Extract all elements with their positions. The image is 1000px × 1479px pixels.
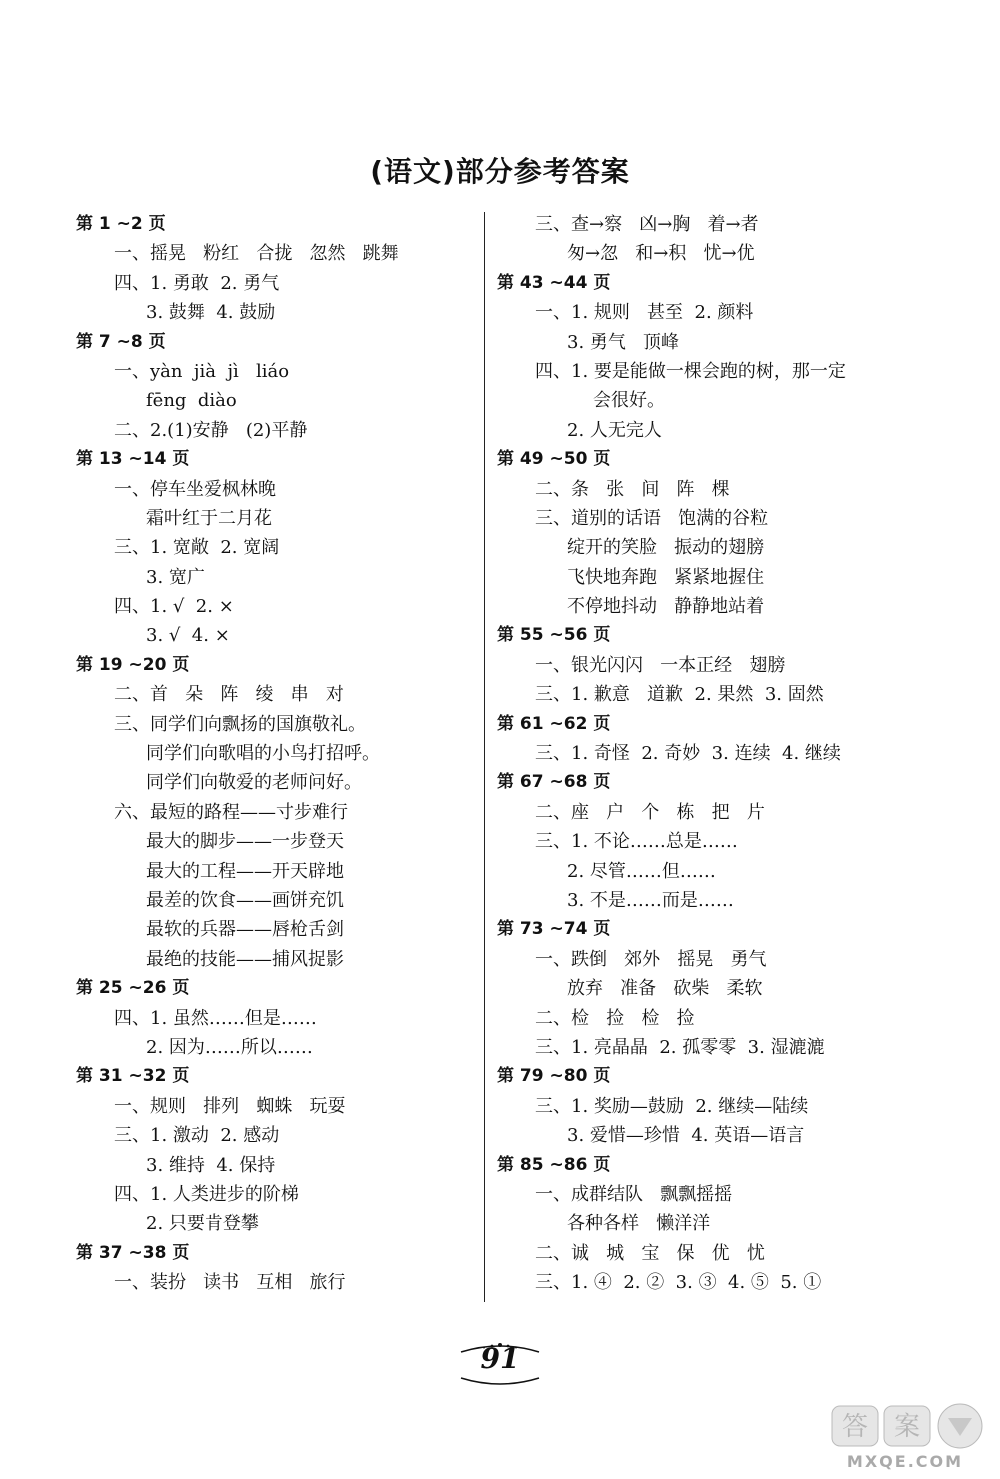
answer-line: 三、1. 奇怪 2. 奇妙 3. 连续 4. 继续	[535, 743, 841, 765]
page-range-heading: 第 1 ~2 页	[76, 214, 166, 234]
page-range-heading: 第 79 ~80 页	[497, 1066, 611, 1087]
svg-text:案: 案	[893, 1412, 921, 1442]
answer-line: 2. 只要肯登攀	[146, 1213, 259, 1235]
answer-line: 2. 因为……所以……	[146, 1036, 313, 1058]
answer-line: 3. 维持 4. 保持	[146, 1154, 276, 1176]
answer-line: 二、检 捡 检 捡	[535, 1007, 695, 1029]
answer-line: 一、跌倒 郊外 摇晃 勇气	[535, 948, 767, 970]
answer-line: 三、1. 歉意 道歉 2. 果然 3. 固然	[535, 684, 824, 706]
answer-line: 霜叶红于二月花	[146, 507, 272, 529]
column-divider	[484, 212, 485, 1302]
answer-line: 2. 人无完人	[567, 419, 662, 441]
answer-line: 不停地抖动 静静地站着	[567, 596, 765, 618]
page-range-heading: 第 19 ~20 页	[76, 654, 190, 675]
answer-line: 一、1. 规则 甚至 2. 颜料	[535, 302, 754, 324]
answer-line: 四、1. √ 2. ×	[114, 596, 234, 618]
page-range-heading: 第 25 ~26 页	[76, 978, 190, 999]
answer-line: 三、查→察 凶→胸 着→者	[535, 214, 759, 235]
answer-line: 3. 勇气 顶峰	[567, 331, 680, 353]
answer-line: 最大的脚步——一步登天	[146, 831, 344, 853]
page-range-heading: 第 55 ~56 页	[497, 625, 611, 646]
answer-line: fēng diào	[146, 390, 237, 412]
answer-line: 会很好。	[593, 390, 665, 412]
answer-line: 三、1. 宽敞 2. 宽阔	[114, 537, 280, 559]
answer-line: 3. √ 4. ×	[146, 625, 230, 647]
answer-line: 三、同学们向飘扬的国旗敬礼。	[114, 713, 366, 735]
answer-line: 六、最短的路程——寸步难行	[114, 801, 348, 823]
answer-line: 一、成群结队 飘飘摇摇	[535, 1183, 733, 1205]
answer-line: 同学们向敬爱的老师问好。	[146, 772, 362, 794]
answer-line: 最大的工程——开天辟地	[146, 860, 344, 882]
answer-line: 3. 不是……而是……	[567, 889, 734, 911]
page-title: (语文)部分参考答案	[370, 155, 630, 188]
answer-line: 三、1. 奖励—鼓励 2. 继续—陆续	[535, 1095, 809, 1117]
answer-line: 最绝的技能——捕风捉影	[146, 948, 344, 970]
answer-line: 三、1. 亮晶晶 2. 孤零零 3. 湿漉漉	[535, 1036, 825, 1058]
answer-line: 绽开的笑脸 振动的翅膀	[567, 537, 765, 559]
answer-line: 四、1. 人类进步的阶梯	[114, 1183, 299, 1205]
svg-text:答: 答	[841, 1412, 869, 1442]
page-range-heading: 第 7 ~8 页	[76, 331, 166, 352]
watermark-site: MXQE.COM	[846, 1452, 964, 1471]
answer-line: 3. 鼓舞 4. 鼓励	[146, 302, 276, 324]
answer-line: 一、yàn jià jì liáo	[114, 360, 290, 382]
page-number: 91	[480, 1342, 520, 1375]
answer-line: 三、1. 激动 2. 感动	[114, 1125, 280, 1147]
answer-line: 最软的兵器——唇枪舌剑	[146, 919, 344, 941]
answer-line: 匆→忽 和→积 忧→优	[567, 243, 755, 265]
page-range-heading: 第 85 ~86 页	[497, 1154, 611, 1175]
page-range-heading: 第 37 ~38 页	[76, 1242, 190, 1263]
watermark-logo-icon	[820, 1400, 990, 1456]
page-range-heading: 第 43 ~44 页	[497, 272, 611, 293]
answer-line: 一、摇晃 粉红 合拢 忽然 跳舞	[114, 243, 399, 265]
page-range-heading: 第 31 ~32 页	[76, 1066, 190, 1087]
answer-line: 二、座 户 个 栋 把 片	[535, 801, 765, 823]
page-range-heading: 第 73 ~74 页	[497, 919, 611, 940]
answer-line: 一、银光闪闪 一本正经 翅膀	[535, 654, 786, 676]
answer-line: 3. 宽广	[146, 566, 205, 588]
answer-line: 四、1. 虽然……但是……	[114, 1007, 317, 1029]
watermark	[820, 1400, 990, 1470]
answer-line: 3. 爱惜—珍惜 4. 英语—语言	[567, 1125, 805, 1147]
answer-line: 2. 尽管……但……	[567, 860, 716, 882]
answer-line: 三、1. 不论……总是……	[535, 831, 738, 853]
page-range-heading: 第 61 ~62 页	[497, 713, 611, 734]
page-range-heading: 第 13 ~14 页	[76, 449, 190, 470]
answer-column-right	[497, 210, 937, 1297]
answer-line: 三、1. ④ 2. ② 3. ③ 4. ⑤ 5. ①	[535, 1272, 822, 1294]
answer-line: 一、停车坐爱枫林晚	[114, 478, 276, 500]
answer-line: 二、2.(1)安静 (2)平静	[114, 419, 308, 441]
answer-line: 二、首 朵 阵 绫 串 对	[114, 684, 344, 706]
answer-line: 二、条 张 间 阵 棵	[535, 478, 730, 500]
answer-line: 四、1. 勇敢 2. 勇气	[114, 272, 280, 294]
answer-line: 三、道别的话语 饱满的谷粒	[535, 507, 769, 529]
page-range-heading: 第 67 ~68 页	[497, 772, 611, 793]
answer-line: 同学们向歌唱的小鸟打招呼。	[146, 743, 380, 765]
page-number-badge	[453, 1338, 547, 1388]
answer-line: 各种各样 懒洋洋	[567, 1213, 711, 1235]
answer-line: 二、诚 城 宝 保 优 忧	[535, 1242, 765, 1264]
answer-line: 最差的饮食——画饼充饥	[146, 889, 344, 911]
answer-line: 放弃 准备 砍柴 柔软	[567, 978, 763, 1000]
answer-line: 一、装扮 读书 互相 旅行	[114, 1272, 346, 1294]
page-range-heading: 第 49 ~50 页	[497, 449, 611, 470]
answer-column-left	[76, 210, 476, 1297]
answer-line: 四、1. 要是能做一棵会跑的树，那一定	[535, 360, 846, 382]
answer-line: 一、规则 排列 蜘蛛 玩耍	[114, 1095, 346, 1117]
answer-line: 飞快地奔跑 紧紧地握住	[567, 566, 765, 588]
